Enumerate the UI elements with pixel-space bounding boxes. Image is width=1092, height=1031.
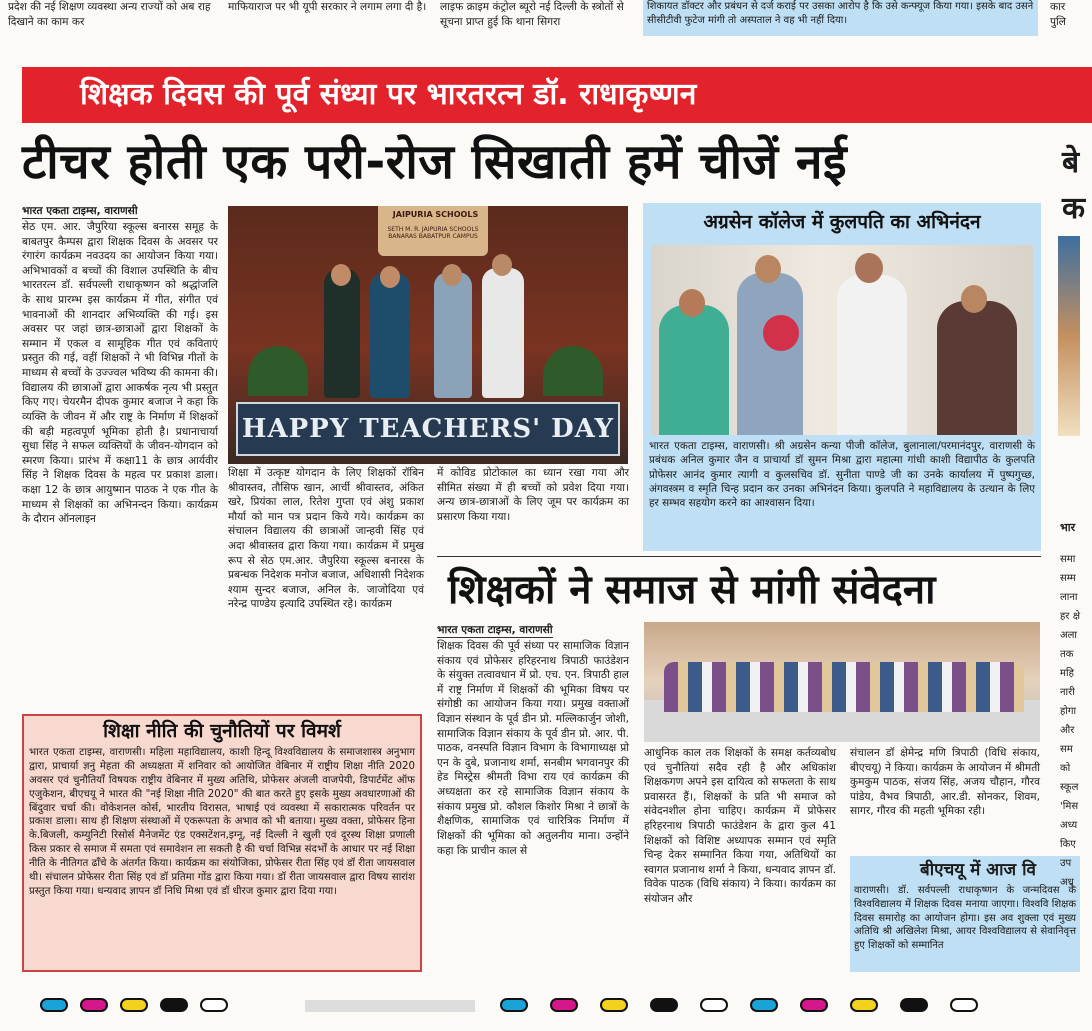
- school-logo-text: JAIPURIA SCHOOLS: [392, 210, 479, 219]
- story1-col1: [22, 199, 218, 709]
- bhu-text: वाराणसी। डॉ. सर्वपल्ली राधाकृष्णन के जन्मदिवस के विश्वविद्यालय में शिक्षक दिवस मनाया जाएगा। विश्ववि शिक्षक दिवस समारोह का आयोजन होगा। इस अव शुक्ला एवं मुख्य अतिथि श्री अखिलेश मिश्रा, आयर विश्वविद्यालय से सेवानिवृत्त हुए शिक्षकों को सम्मानित: [854, 885, 1076, 952]
- niti-title: शिक्षा नीति की चुनौतियों पर विमर्श: [103, 720, 341, 742]
- samvedna-photo: [644, 622, 1040, 742]
- samvedna-byline: भारत एकता टाइम्स, वाराणसी: [437, 624, 553, 636]
- teachers-day-banner: [236, 402, 620, 456]
- person-4: [482, 268, 524, 398]
- reg-mark: [160, 998, 188, 1012]
- reg-bar: [305, 1000, 475, 1012]
- reg-mark: [700, 998, 728, 1012]
- group-row: [664, 662, 1024, 712]
- story1-col2-text: शिक्षा में उत्कृष्ट योगदान के लिए शिक्षकों रॉबिन श्रीवास्तव, तौसिफ खान, आर्ची श्रीवास्तव, अंकित खरे, प्रियंका लाल, रितेश गुप्ता एवं अंशु प्रकाश मौर्या को मान पत्र प्रदान किये गये। कार्यक्रम का संचालन विद्यालय की छात्राओं जान्हवी सिंह एवं अदा श्रीवास्तव द्वारा किया गया। कार्यक्रम में प्रमुख रूप से सेठ एम.आर. जैपुरिया स्कूल्स बनारस के प्रबन्धक निदेशक मनोज बजाज, अधिशासी निदेशक श्याम सुन्दर बजाज, अनिल के. जाजोदिया एवं नरेन्द्र पाण्डेय इत्यादि उपस्थित रहे। कार्यक्रम: [228, 467, 424, 611]
- agrasen-text: भारत एकता टाइम्स, वाराणसी। श्री अग्रसेन कन्या पीजी कॉलेज, बुलानाला/परमानंदपुर, वाराणसी के प्रबंधक अनिल कुमार जैन व प्राचार्या डॉ सुमन मिश्रा द्वारा महात्मा गांधी काशी विद्यापीठ के कुलपति प्रोफेसर आनंद कुमार त्यागी व कुलसचिव डॉ. सुनीता पाण्डे जी का उनके कार्यालय में पुष्पगुच्छ, अंगवस्त्रम व स्मृति चिन्ह प्रदान कर उनका अभिनंदन किया। कुलपति ने महाविद्यालय के उत्थान के लिए हर सम्भव सहयोग करने का आश्वासन दिया।: [649, 440, 1035, 510]
- right-col-label: भार: [1060, 521, 1076, 534]
- samvedna-col1: [437, 618, 629, 978]
- top-col-5: कार पुलि: [1050, 1, 1066, 28]
- story1-col1-text: सेठ एम. आर. जैपुरिया स्कूल्स बनारस समूह के बाबतपुर कैम्पस द्वारा शिक्षक दिवस के अवसर पर रंगारंग कार्यक्रम नवउदय का आयोजन किया गया। अभिभावकों व बच्चों की विशाल उपस्थिति के बीच भारतरत्न डॉ. सर्वपल्ली राधाकृष्णन को श्रद्धांजलि के साथ प्रारम्भ इस कार्यक्रम में गीत, संगीत एवं भावनाओं की शानदार अभिव्यक्ति की गई। इस अवसर पर जहां छात्र-छात्राओं द्वारा शिक्षकों के सम्मान में एकल व सामूहिक गीत एवं कविताएं प्रस्तुत की गई, वहीं शिक्षकों ने भी विभिन्न गीतों के माध्यम से बच्चों के उज्ज्वल भविष्य की कामना की। विद्यालय की छात्राओं द्वारा आकर्षक नृत्य भी प्रस्तुत किए गए। चेयरमैन दीपक कुमार बजाज ने कहा कि व्यक्ति के जीवन में और राष्ट्र के निर्माण में शिक्षकों की बड़ी महत्वपूर्ण भूमिका होती है। प्रधानाचार्या सुधा सिंह ने सफल व्यक्तियों के जीवन-योगदान को स्मरण किया। प्रारंभ में कक्षा11 के छात्र आर्यवीर सिंह ने शिक्षक दिवस के महत्व पर प्रकाश डाला। कक्षा 12 के छात्र आयुष्मान पाठक ने एक गीत के माध्यम से शिक्षकों का अभिनन्दन किया। कार्यक्रम के दौरान ऑनलाइन: [22, 221, 218, 526]
- samvedna-col1-text: शिक्षक दिवस की पूर्व संध्या पर सामाजिक विज्ञान संकाय एवं प्रोफेसर हरिहरनाथ त्रिपाठी फाउंडेशन के संयुक्त तत्वावधान में प्रो. एच. एन. त्रिपाठी हाल में राष्ट्र निर्माण में शिक्षकों की भूमिका विषय पर संगोष्ठी का आयोजन किया गया। प्रमुख वक्ताओं विज्ञान संस्थान के पूर्व डीन प्रो. मल्लिकार्जुन जोशी, सामाजिक विज्ञान संकाय के पूर्व डीन प्रो. आर. पी. पाठक, वनस्पति विज्ञान विभाग के विभागाध्यक्ष प्रो एन के दुबे, प्रजानाथ शर्मा, सनबीम भगवानपुर की हेड मिस्ट्रेस श्रीमती विभा राय एवं कार्यक्रम की अध्यक्षता कर रहे सामाजिक विज्ञान संकाय के संकाय प्रमुख प्रो. कौशल किशोर मिश्रा ने छात्रों के शैक्षणिक, सामाजिक एवं चारित्रिक निर्माण में शिक्षकों की भूमिका को अतुलनीय माना। उन्होंने कहा कि प्राचीन काल से: [437, 640, 629, 857]
- reg-mark: [200, 998, 228, 1012]
- top-col-4: शिकायत डॉक्टर और प्रबंधन से दर्ज कराई पर उसका आरोप है कि उसे कन्फ्यूज किया गया। इसके बाद उसने सीसीटीवी फुटेज मांगी तो अस्पताल ने वह भी नहीं दिया।: [643, 0, 1038, 36]
- reg-mark: [40, 998, 68, 1012]
- top-col-3: लाइफ क्राइम कंट्रोल ब्यूरो नई दिल्ली के स्त्रोतों से सूचना प्राप्त हुई कि थाना सिगरा: [440, 1, 624, 28]
- reg-mark: [900, 998, 928, 1012]
- person-a: [659, 305, 729, 435]
- school-campus-text: SETH M. R. JAIPURIA SCHOOLS BANARAS BABATPUR CAMPUS: [387, 226, 479, 241]
- right-headline-fragment: बे क: [1062, 145, 1086, 226]
- person-2: [370, 272, 410, 398]
- bhu-title: बीएचयू में आज वि: [920, 860, 1036, 880]
- story1-byline: भारत एकता टाइम्स, वाराणसी: [22, 205, 138, 217]
- teachers-day-text: HAPPY TEACHERS' DAY: [241, 414, 615, 444]
- right-col-text: समा सम्म लाना हर क्षे अला तक महि नारी होगा और सम को स्कूल 'मिस अध्य किए उप अध्: [1060, 554, 1080, 888]
- right-col-photo: [1058, 236, 1080, 436]
- samvedna-headline: शिक्षकों ने समाज से मांगी संवेदना: [448, 567, 936, 613]
- agrasen-box: [643, 203, 1041, 551]
- reg-mark: [800, 998, 828, 1012]
- reg-mark: [850, 998, 878, 1012]
- bouquet: [763, 315, 799, 351]
- person-b: [737, 273, 803, 435]
- person-1: [324, 268, 360, 398]
- bhu-box: [850, 856, 1080, 972]
- reg-mark: [950, 998, 978, 1012]
- stage-plants: [248, 346, 308, 396]
- jaipuria-photo: [228, 206, 628, 464]
- agrasen-title: अग्रसेन कॉलेज में कुलपति का अभिनंदन: [703, 211, 981, 233]
- person-c: [837, 275, 907, 435]
- person-3: [434, 272, 472, 398]
- top-banner: शिक्षक दिवस की पूर्व संध्या पर भारतरत्न डॉ. राधाकृष्णन: [22, 67, 1092, 123]
- reg-mark: [650, 998, 678, 1012]
- main-headline: टीचर होती एक परी-रोज सिखाती हमें चीजें नई: [22, 134, 848, 190]
- registration-marks: [40, 998, 1080, 1018]
- top-col-2: माफियाराज पर भी यूपी सरकार ने लगाम लगा दी है।: [228, 1, 427, 13]
- section-divider: [437, 556, 1041, 557]
- reg-mark: [750, 998, 778, 1012]
- story1-col3-text: में कोविड प्रोटोकाल का ध्यान रखा गया और सीमित संख्या में ही बच्चों को प्रवेश दिया गया। अन्य छात्र-छात्राओं के लिए जूम पर कार्यक्रम का प्रसारण किया गया।: [437, 467, 629, 523]
- niti-box: [22, 714, 422, 972]
- agrasen-photo: [651, 245, 1033, 435]
- reg-mark: [80, 998, 108, 1012]
- samvedna-col3-text: संचालन डॉ क्षेमेन्द्र मणि त्रिपाठी (विधि संकाय, बीएचयू) ने किया। कार्यक्रम के आयोजन में श्रीमती कुमकुम पाठक, संजय सिंह, अजय चौहान, गौरव पांडेय, वैभव त्रिपाठी, आर.डी. सोनकर, शिवम, सागर, गौरव की महती भूमिका रही।: [850, 747, 1040, 818]
- reg-mark: [120, 998, 148, 1012]
- top-col-1: प्रदेश की नई शिक्षण व्यवस्था अन्य राज्यों को अब राह दिखाने का काम कर: [8, 1, 211, 28]
- person-d: [937, 301, 1017, 435]
- niti-text: भारत एकता टाइम्स, वाराणसी। महिला महाविद्यालय, काशी हिन्दू विश्वविद्यालय के समाजशास्त्र अनुभाग द्वारा, प्राचार्या ज्ञनु मेहता की अध्यक्षता में शनिवार को आयोजित वेबिनार में राष्ट्रीय शिक्षा नीति 2020 अवसर एवं चुनौतियाँ विषयक राष्ट्रीय वेबिनार में मुख्य अतिथि, प्रोफेसर अंजली वाजपेयी, डिपार्टमेंट ऑफ एजुकेशन, बीएचयू ने भारत की "नई शिक्षा नीति 2020" की बात करते हुए इसके मुख्य अवधारणाओं की बिंदुवार चर्चा की। वोकेशनल कोर्स, भारतीय विरासत, भाषाई एवं व्यवस्था में सकारात्मक परिवर्तन पर प्रकाश डाला। साथ ही शिक्षण संस्थाओं में एकरूपता के अभाव को भी बताया। मुख्य वक्ता, प्रोफेसर हिना के.बिजली, कम्युनिटी रिसोर्स मैनेजमेंट एंड एक्सटेंशन,इग्नू, नई दिल्ली ने खुली एवं दूरस्थ शिक्षा प्रणाली किस प्रकार से समाज में समता एवं समावेशन ला सकती है की चर्चा विभिन्न संदर्भों के आधार पर नई शिक्षा नीति के नीतिगत ढाँचे के अंतर्गत किया। कार्यक्रम का संयोजिका, प्रोफेसर रीता सिंह एवं डॉ रीता जायसवाल थी। संचालन प्रोफेसर रीता सिंह एवं डॉ प्रतिमा गोंड द्वारा किया गया। डॉ रीता जायसवाल द्वारा विषय सारांश प्रस्तुत किया गया। धन्यवाद ज्ञापन डॉ निधि मिश्रा एवं डॉ धीरज कुमार द्वारा दिया गया।: [29, 747, 415, 897]
- samvedna-col2-text: आधुनिक काल तक शिक्षकों के समक्ष कर्तव्यबोध एवं चुनौतियां सदैव रही है और अधिकांश शिक्षकगण अपने इस दायित्व को सफलता के साथ प्रवासरत हैं।, शिक्षकों के प्रति भी समाज को संवेदनशील होना चाहिए। कार्यक्रम में प्रोफेसर हरिहरनाथ त्रिपाठी फाउंडेशन के द्वारा कुल 41 शिक्षकों को विशिष्ट अध्यापक सम्मान एवं स्मृति चिन्ह देकर सम्मानित किया गया, अतिथियों का स्वागत प्रजानाथ शर्मा ने किया, धन्यवाद ज्ञापन डॉ. विवेक पाठक (विधि संकाय) ने किया। कार्यक्रम का संयोजन और: [644, 747, 836, 906]
- reg-mark: [600, 998, 628, 1012]
- reg-mark: [500, 998, 528, 1012]
- reg-mark: [550, 998, 578, 1012]
